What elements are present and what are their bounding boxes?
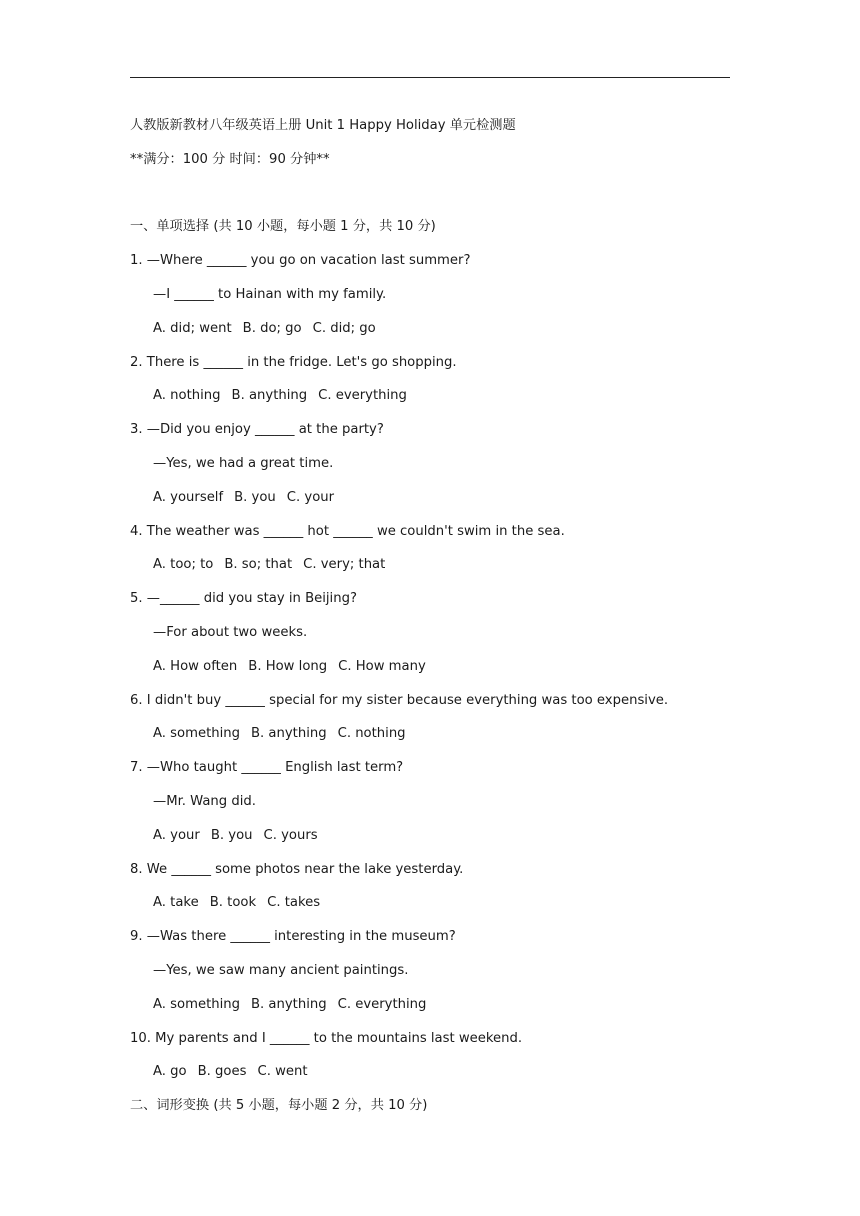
question-response-line: —Mr. Wang did.: [153, 793, 256, 809]
answer-options: [130, 988, 730, 1022]
answer-option: A. go: [153, 1064, 187, 1080]
answer-option: B. anything: [231, 388, 308, 404]
answer-option: C. nothing: [337, 726, 406, 742]
answer-option: B. took: [209, 895, 257, 911]
answer-option: A. something: [153, 726, 240, 742]
answer-option: C. very; that: [303, 557, 386, 573]
question-stem: 4. The weather was ______ hot ______ we couldn't swim in the sea.: [130, 523, 565, 539]
answer-option: A. did; went: [153, 320, 232, 336]
answer-option: C. did; go: [312, 320, 376, 336]
answer-options: [130, 548, 730, 582]
question-item: [130, 751, 730, 852]
section-1-heading: 一、单项选择 (共 10 小题，每小题 1 分，共 10 分): [130, 219, 436, 235]
question-response-line: —Yes, we saw many ancient paintings.: [153, 962, 409, 978]
header-rule: [130, 77, 730, 78]
question-stem: 7. —Who taught ______ English last term?: [130, 760, 404, 776]
answer-options: [130, 1055, 730, 1089]
answer-options: [130, 379, 730, 413]
question-item: [130, 1022, 730, 1090]
answer-option: A. nothing: [153, 388, 221, 404]
answer-option: C. How many: [338, 658, 426, 674]
section-2-heading: 二、词形变换 (共 5 小题，每小题 2 分，共 10 分): [130, 1098, 428, 1114]
question-item: [130, 684, 730, 752]
answer-option: C. takes: [267, 895, 321, 911]
answer-option: A. How often: [153, 658, 238, 674]
document-title: 人教版新教材八年级英语上册 Unit 1 Happy Holiday 单元检测题: [130, 118, 516, 133]
answer-option: A. take: [153, 895, 199, 911]
question-item: [130, 515, 730, 583]
answer-option: A. your: [153, 827, 200, 843]
answer-option: A. something: [153, 996, 240, 1012]
question-item: [130, 346, 730, 414]
question-response-line: —For about two weeks.: [153, 624, 308, 640]
answer-option: C. your: [286, 489, 335, 505]
answer-option: B. so; that: [224, 557, 293, 573]
question-item: [130, 853, 730, 921]
answer-options: [130, 819, 730, 853]
answer-option: A. yourself: [153, 489, 224, 505]
question-item: [130, 413, 730, 514]
answer-option: C. yours: [263, 827, 318, 843]
question-list: [130, 244, 730, 1089]
question-stem: 2. There is ______ in the fridge. Let's go shopping.: [130, 354, 457, 370]
answer-option: B. How long: [248, 658, 328, 674]
question-stem: 9. —Was there ______ interesting in the museum?: [130, 929, 456, 945]
answer-option: B. anything: [251, 726, 327, 742]
question-stem: 6. I didn't buy ______ special for my sister because everything was too expensive.: [130, 692, 669, 708]
answer-option: C. everything: [337, 996, 427, 1012]
answer-options: [130, 886, 730, 920]
answer-options: [130, 650, 730, 684]
answer-option: C. everything: [318, 388, 407, 404]
answer-option: B. you: [210, 827, 253, 843]
answer-option: B. you: [234, 489, 276, 505]
document-content: [130, 109, 730, 1123]
answer-option: C. went: [257, 1064, 308, 1080]
answer-options: [130, 312, 730, 346]
question-response-line: —Yes, we had a great time.: [153, 455, 334, 471]
answer-option: B. goes: [197, 1064, 247, 1080]
question-stem: 5. —______ did you stay in Beijing?: [130, 591, 357, 607]
answer-option: A. too; to: [153, 557, 214, 573]
score-time-info: **满分：100 分 时间：90 分钟**: [130, 151, 330, 167]
answer-options: [130, 481, 730, 515]
question-item: [130, 244, 730, 345]
answer-options: [130, 717, 730, 751]
question-response-line: —I ______ to Hainan with my family.: [153, 286, 387, 302]
answer-option: B. do; go: [242, 320, 302, 336]
answer-option: B. anything: [251, 996, 327, 1012]
question-stem: 10. My parents and I ______ to the mountains last weekend.: [130, 1030, 523, 1046]
question-stem: 1. —Where ______ you go on vacation last summer?: [130, 253, 471, 269]
question-stem: 3. —Did you enjoy ______ at the party?: [130, 422, 384, 438]
question-stem: 8. We ______ some photos near the lake yesterday.: [130, 861, 464, 877]
question-item: [130, 582, 730, 683]
blank-line: [130, 177, 730, 211]
question-item: [130, 920, 730, 1021]
